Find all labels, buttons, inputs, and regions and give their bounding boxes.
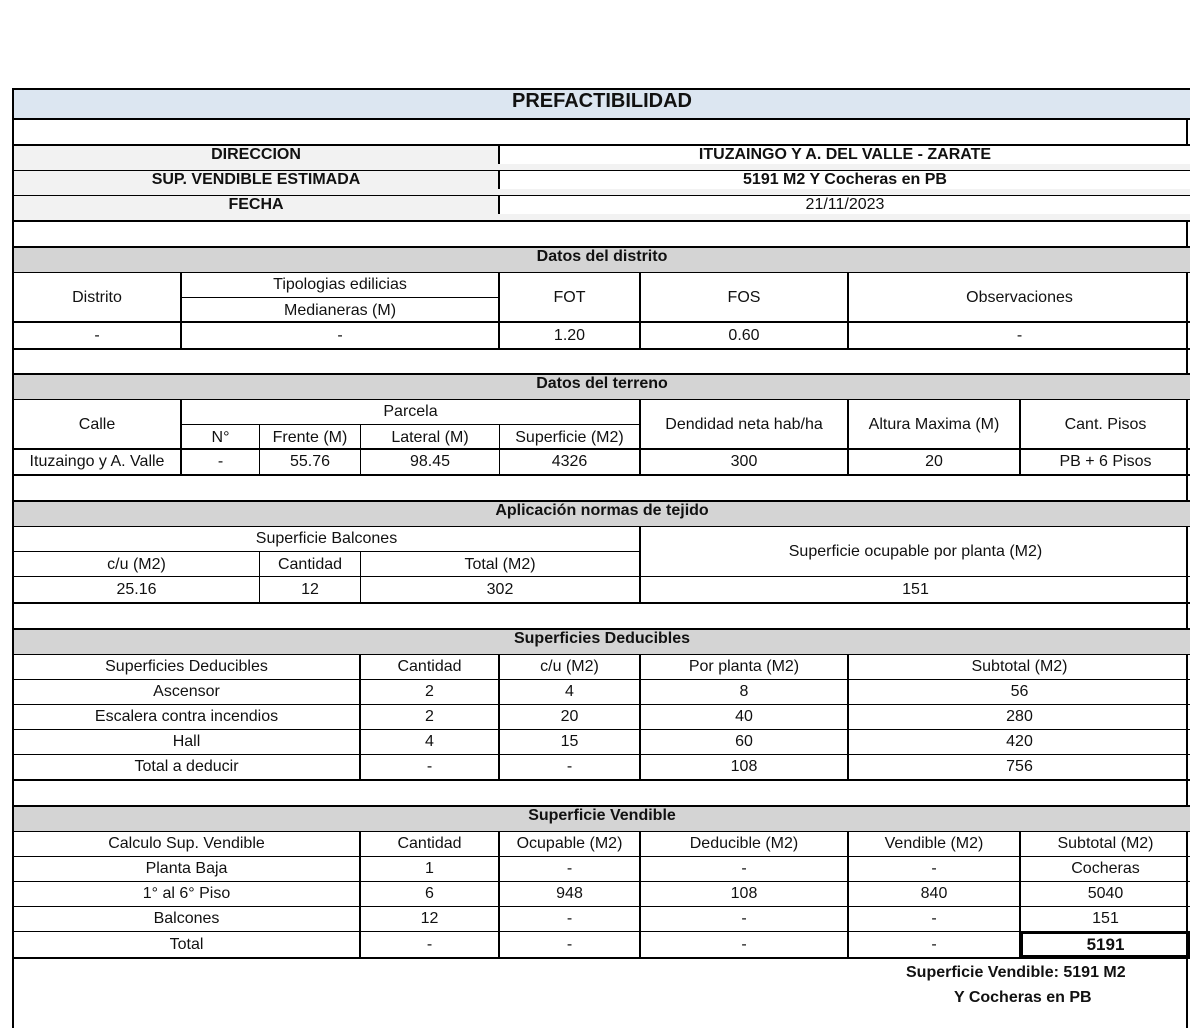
deducible-concepto: Escalera contra incendios: [14, 705, 361, 729]
section-title-distrito: [14, 248, 1190, 273]
tejido-section-title: Aplicación normas de tejido: [495, 502, 709, 519]
medianeras-value: -: [182, 323, 500, 348]
terreno-header-row: [14, 400, 1190, 450]
ocupable-header: Superficie ocupable por planta (M2): [788, 543, 1043, 560]
tipologias-header: Tipologias edilicias: [182, 273, 500, 298]
fos-value: 0.60: [641, 323, 849, 348]
table-row: [14, 907, 1190, 932]
densidad-header: Dendidad neta hab/ha: [641, 400, 849, 450]
parcela-header: Parcela: [182, 400, 641, 425]
deducible-porplanta: 108: [641, 755, 849, 779]
info-row-superficie: [14, 171, 1190, 196]
superficie-header: Superficie (M2): [500, 425, 641, 450]
spacer-row: [14, 350, 1190, 375]
spacer-row: [14, 120, 1190, 146]
fos-header: FOS: [641, 273, 849, 323]
table-row: [14, 882, 1190, 907]
total-value: 302: [361, 577, 641, 602]
vendible-deducible: -: [641, 857, 849, 881]
vendible-subtotal: 151: [1092, 910, 1119, 927]
vendible-ocupable: -: [500, 932, 641, 957]
vendible-vendible: -: [849, 857, 1021, 881]
deducible-subtotal: 420: [1006, 733, 1033, 750]
deducible-cu: 15: [500, 730, 641, 754]
deducible-concepto: Total a deducir: [14, 755, 361, 779]
deducible-subtotal: 56: [1010, 683, 1029, 700]
distrito-header: Distrito: [14, 273, 182, 323]
altura-header: Altura Maxima (M): [849, 400, 1021, 450]
n-header: N°: [182, 425, 260, 450]
fot-value: 1.20: [500, 323, 641, 348]
section-title-tejido: [14, 502, 1190, 527]
altura-value: 20: [849, 450, 1021, 474]
calle-value: Ituzaingo y A. Valle: [14, 450, 182, 474]
page-title: PREFACTIBILIDAD: [512, 90, 692, 112]
deducibles-col-cu: c/u (M2): [500, 655, 641, 679]
deducible-concepto: Hall: [14, 730, 361, 754]
cu-value: 25.16: [14, 577, 260, 602]
sup-vendible-value: 5191 M2 Y Cocheras en PB: [500, 171, 1190, 189]
info-row-direccion: [14, 146, 1190, 171]
table-row: [14, 680, 1190, 705]
vendible-vendible: -: [849, 932, 1021, 957]
cu-header: c/u (M2): [14, 552, 260, 577]
summary-line-1: Superficie Vendible: 5191 M2: [906, 964, 1126, 981]
section-title-terreno: [14, 375, 1190, 400]
vendible-deducible: -: [641, 932, 849, 957]
deducible-subtotal: 280: [1006, 708, 1033, 725]
distrito-value-row: [14, 323, 1190, 350]
vendible-subtotal: 5040: [1087, 885, 1124, 902]
deducible-concepto: Ascensor: [14, 680, 361, 704]
spacer-row: [14, 604, 1190, 630]
cantidad-value: 12: [260, 577, 361, 602]
vendible-ocupable: 948: [500, 882, 641, 906]
vendible-vendible: -: [849, 907, 1021, 931]
vendible-col-deducible: Deducible (M2): [641, 832, 849, 856]
ocupable-value: 151: [902, 580, 929, 598]
title-row: [14, 88, 1190, 120]
densidad-value: 300: [641, 450, 849, 474]
vendible-cantidad: 1: [361, 857, 500, 881]
deducibles-col-concepto: Superficies Deducibles: [14, 655, 361, 679]
distrito-section-title: Datos del distrito: [536, 248, 668, 265]
deducible-cu: -: [500, 755, 641, 779]
vendible-calculo: Planta Baja: [14, 857, 361, 881]
deducibles-col-subtotal: Subtotal (M2): [971, 658, 1068, 675]
spacer-row: [14, 476, 1190, 502]
vendible-ocupable: -: [500, 857, 641, 881]
calle-header: Calle: [14, 400, 182, 450]
vendible-total-subtotal: 5191: [1021, 932, 1190, 957]
pisos-value: PB + 6 Pisos: [1059, 453, 1152, 470]
cantidad-header: Cantidad: [260, 552, 361, 577]
terreno-value-row: [14, 450, 1190, 476]
pisos-header: Cant. Pisos: [1064, 416, 1147, 433]
deducible-porplanta: 60: [641, 730, 849, 754]
info-row-fecha: [14, 196, 1190, 222]
vendible-col-cantidad: Cantidad: [361, 832, 500, 856]
vendible-calculo: 1° al 6° Piso: [14, 882, 361, 906]
vendible-cantidad: -: [361, 932, 500, 957]
section-title-vendible: [14, 807, 1190, 832]
direccion-label: DIRECCION: [14, 146, 500, 164]
superficie-value: 4326: [500, 450, 641, 474]
deducible-cantidad: 2: [361, 680, 500, 704]
sup-vendible-label: SUP. VENDIBLE ESTIMADA: [14, 171, 500, 189]
deducible-cantidad: -: [361, 755, 500, 779]
vendible-calculo: Total: [14, 932, 361, 957]
table-row-total: [14, 932, 1190, 959]
lateral-value: 98.45: [361, 450, 500, 474]
vendible-col-ocupable: Ocupable (M2): [500, 832, 641, 856]
vendible-cantidad: 12: [361, 907, 500, 931]
direccion-value: ITUZAINGO Y A. DEL VALLE - ZARATE: [500, 146, 1190, 164]
vendible-section-title: Superficie Vendible: [528, 807, 676, 824]
deducible-cu: 4: [500, 680, 641, 704]
deducibles-col-porplanta: Por planta (M2): [641, 655, 849, 679]
vendible-col-calculo: Calculo Sup. Vendible: [14, 832, 361, 856]
vendible-col-vendible: Vendible (M2): [849, 832, 1021, 856]
fot-header: FOT: [500, 273, 641, 323]
vendible-deducible: -: [641, 907, 849, 931]
total-header: Total (M2): [361, 552, 641, 577]
medianeras-header: Medianeras (M): [182, 298, 500, 323]
tejido-value-row: [14, 577, 1190, 604]
vendible-col-subtotal: Subtotal (M2): [1057, 835, 1154, 852]
deducible-subtotal: 756: [1006, 758, 1033, 775]
deducible-cantidad: 2: [361, 705, 500, 729]
distrito-header-row: [14, 273, 1190, 323]
distrito-value: -: [14, 323, 182, 348]
table-row: [14, 705, 1190, 730]
balcones-header: Superficie Balcones: [14, 527, 641, 552]
deducible-porplanta: 8: [641, 680, 849, 704]
section-title-deducibles: [14, 630, 1190, 655]
n-value: -: [182, 450, 260, 474]
observaciones-value: -: [1016, 326, 1023, 344]
vendible-subtotal: Cocheras: [1071, 860, 1140, 877]
vendible-header-row: [14, 832, 1190, 857]
fecha-value: 21/11/2023: [500, 196, 1190, 214]
spacer-row: [14, 222, 1190, 248]
deducibles-header-row: [14, 655, 1190, 680]
lateral-header: Lateral (M): [361, 425, 500, 450]
fecha-label: FECHA: [14, 196, 500, 214]
table-row: [14, 730, 1190, 755]
vendible-vendible: 840: [849, 882, 1021, 906]
vendible-deducible: 108: [641, 882, 849, 906]
vendible-cantidad: 6: [361, 882, 500, 906]
prefactibilidad-sheet: [12, 88, 1188, 1028]
vendible-ocupable: -: [500, 907, 641, 931]
frente-value: 55.76: [260, 450, 361, 474]
summary-line-2: Y Cocheras en PB: [954, 989, 1092, 1006]
deducible-cu: 20: [500, 705, 641, 729]
deducibles-col-cantidad: Cantidad: [361, 655, 500, 679]
deducible-porplanta: 40: [641, 705, 849, 729]
deducibles-section-title: Superficies Deducibles: [513, 630, 691, 647]
observaciones-header: Observaciones: [966, 289, 1073, 306]
table-row: [14, 857, 1190, 882]
tejido-header-row: [14, 527, 1190, 577]
deducible-cantidad: 4: [361, 730, 500, 754]
table-row-total: [14, 755, 1190, 781]
vendible-calculo: Balcones: [14, 907, 361, 931]
spacer-row: [14, 781, 1190, 807]
terreno-section-title: Datos del terreno: [536, 375, 668, 392]
frente-header: Frente (M): [260, 425, 361, 450]
